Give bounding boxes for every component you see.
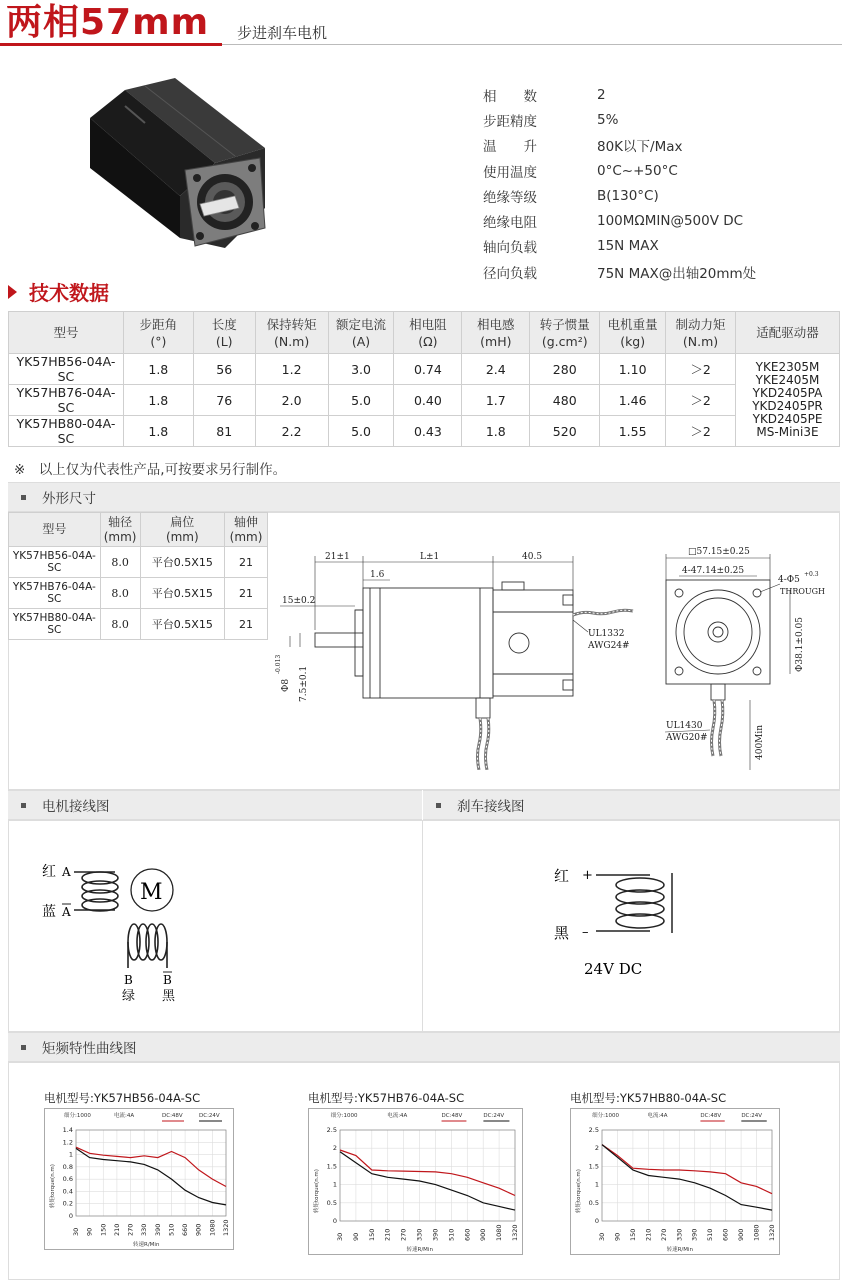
ul1430-label: UL1430	[666, 721, 703, 731]
legend-label: DC:24V	[199, 1113, 220, 1119]
dim-header-cell	[9, 513, 101, 547]
x-tick-label: 270	[399, 1228, 408, 1241]
x-tick-label: 390	[431, 1228, 440, 1241]
driver-name: YKE2305M	[755, 360, 820, 374]
x-tick-label: 210	[383, 1228, 392, 1241]
y-tick-label: 2	[332, 1144, 337, 1153]
spec-cell: 81	[193, 416, 255, 447]
spec-cell: 2.2	[255, 416, 328, 447]
param-key: 相 数	[483, 88, 537, 105]
x-tick-label: 510	[447, 1228, 456, 1241]
dim-hole-pitch-label: 4-47.14±0.25	[682, 566, 745, 576]
y-tick-label: 0	[332, 1217, 337, 1225]
dim-hole-label: 4-Φ5	[778, 575, 800, 585]
legend-label: DC:48V	[700, 1113, 722, 1119]
spec-cell: 5.0	[328, 385, 394, 416]
legend-label: DC:48V	[162, 1113, 183, 1119]
header-label: 额定电流	[336, 316, 387, 332]
x-axis-label: 转速R/Min	[133, 1242, 160, 1248]
x-tick-label: 270	[659, 1228, 668, 1241]
spec-cell: 1.8	[462, 416, 530, 447]
param-row	[483, 107, 843, 132]
phase-abar-label: A	[62, 905, 71, 919]
spec-header-cell	[600, 312, 666, 354]
spec-header-cell	[736, 312, 840, 354]
legend-label: DC:48V	[441, 1113, 463, 1119]
x-tick-label: 150	[99, 1223, 108, 1236]
dim-cell: YK57HB56-04A-SC	[9, 547, 101, 578]
bullet-icon	[21, 1045, 26, 1050]
y-tick-label: 0.5	[588, 1198, 599, 1207]
y-tick-label: 2.5	[326, 1126, 337, 1134]
spec-cell: 480	[530, 385, 600, 416]
param-value: 80K以下/Max	[597, 139, 683, 156]
x-tick-label: 1080	[752, 1224, 761, 1241]
brake-wiring-bar	[423, 790, 840, 820]
header-label: 长度	[211, 316, 237, 332]
y-tick-label: 2	[594, 1144, 599, 1153]
spec-table	[8, 311, 840, 447]
dim-l-label: L±1	[420, 552, 440, 562]
dim-400-label: 400Min	[755, 724, 765, 760]
x-tick-label: 330	[675, 1228, 684, 1241]
x-tick-label: 510	[706, 1228, 715, 1241]
title-box	[0, 0, 222, 46]
header-label: 轴径	[108, 514, 133, 529]
param-value: 2	[597, 86, 606, 103]
driver-name: YKD2405PE	[752, 412, 823, 426]
param-value: 75N MAX@出轴20mm处	[597, 265, 757, 282]
header-rule	[222, 44, 842, 45]
note-text: ※ 以上仅为代表性产品,可按要求另行制作。	[14, 462, 287, 478]
motor-wiring-diagram	[30, 850, 230, 1010]
y-tick-label: 0	[594, 1217, 599, 1225]
param-key: 使用温度	[483, 164, 537, 181]
header-unit: (A)	[351, 333, 371, 349]
y-tick-label: 1.2	[62, 1138, 73, 1147]
y-tick-label: 1.4	[62, 1126, 73, 1134]
tech-data-heading	[8, 277, 109, 306]
spec-cell: 0.43	[394, 416, 462, 447]
dim-cell: 21	[225, 609, 268, 640]
dim-header-cell	[140, 513, 225, 547]
chart-title: 电机型号:YK57HB56-04A-SC	[44, 1091, 201, 1105]
torque-curves-title: 矩频特性曲线图	[42, 1041, 137, 1057]
param-row	[483, 158, 843, 183]
y-tick-label: 1	[332, 1180, 337, 1189]
spec-cell: 1.46	[600, 385, 666, 416]
awg24-label: AWG24#	[588, 641, 630, 651]
header-label: 制动力矩	[675, 316, 726, 332]
y-tick-label: 0	[68, 1212, 73, 1220]
header-unit: (mm)	[165, 529, 199, 544]
x-tick-label: 390	[153, 1223, 162, 1236]
legend-label: 电流:4A	[114, 1113, 135, 1119]
ul1332-label: UL1332	[588, 629, 625, 639]
dim-boss-label: Φ38.1±0.05	[795, 617, 805, 672]
spec-cell: ＞2	[666, 385, 736, 416]
x-tick-label: 660	[181, 1223, 190, 1236]
y-tick-label: 0.2	[62, 1199, 73, 1208]
brake-plus-label: +	[582, 868, 593, 883]
dim-square-label: □57.15±0.25	[688, 547, 750, 557]
spec-cell: 0.74	[394, 354, 462, 385]
param-value: 5%	[597, 111, 619, 128]
brake-wiring-diagram	[550, 855, 700, 985]
chart-svg	[308, 1108, 523, 1255]
driver-name: YKE2405M	[755, 373, 820, 387]
y-tick-label: 0.6	[62, 1175, 73, 1184]
header-unit: (kg)	[620, 333, 646, 349]
dim-cell: YK57HB80-04A-SC	[9, 609, 101, 640]
spec-cell: 520	[530, 416, 600, 447]
y-tick-label: 0.5	[326, 1198, 337, 1207]
legend-label: 电流:4A	[647, 1113, 668, 1119]
param-row	[483, 133, 843, 158]
x-tick-label: 330	[415, 1228, 424, 1241]
x-tick-label: 90	[351, 1232, 360, 1241]
x-tick-label: 510	[167, 1223, 176, 1236]
spec-cell: 1.8	[123, 354, 193, 385]
spec-cell: 1.2	[255, 354, 328, 385]
dim-cell: 21	[225, 547, 268, 578]
awg20-label: AWG20#	[666, 733, 708, 743]
x-tick-label: 150	[367, 1228, 376, 1241]
param-key: 绝缘等级	[483, 189, 537, 206]
header-label: 保持转矩	[266, 316, 317, 332]
chart-svg	[570, 1108, 780, 1255]
x-tick-label: 270	[126, 1223, 135, 1236]
spec-cell: 2.0	[255, 385, 328, 416]
param-key: 轴向负载	[483, 240, 537, 257]
y-tick-label: 0.8	[62, 1162, 73, 1171]
spec-header-cell	[328, 312, 394, 354]
spec-cell: 1.55	[600, 416, 666, 447]
driver-name: MS-Mini3E	[756, 425, 819, 439]
spec-cell: 0.40	[394, 385, 462, 416]
spec-cell: 3.0	[328, 354, 394, 385]
param-value: 0°C~+50°C	[597, 162, 678, 179]
param-row	[483, 208, 843, 233]
dim-cell: 平台0.5X15	[140, 547, 225, 578]
dimension-table	[8, 512, 268, 640]
x-tick-label: 900	[194, 1223, 203, 1236]
legend-label: DC:24V	[483, 1113, 505, 1119]
spec-header-cell	[193, 312, 255, 354]
dim-cell: 8.0	[100, 547, 140, 578]
dim-cell: 21	[225, 578, 268, 609]
brake-red-label: 红	[554, 867, 570, 885]
torque-curves-bar	[8, 1032, 840, 1062]
dim-cell: YK57HB76-04A-SC	[9, 578, 101, 609]
x-tick-label: 900	[737, 1228, 746, 1241]
driver-cell	[736, 354, 840, 447]
spec-cell: 76	[193, 385, 255, 416]
spec-header-cell	[9, 312, 124, 354]
param-value: B(130°C)	[597, 187, 659, 204]
motor-wiring-title: 电机接线图	[42, 799, 110, 815]
page-subtitle: 步进刹车电机	[237, 24, 328, 42]
x-tick-label: 30	[598, 1232, 606, 1241]
x-tick-label: 1320	[768, 1224, 776, 1241]
y-tick-label: 2.5	[588, 1126, 599, 1134]
param-value: 15N MAX	[597, 238, 659, 255]
x-tick-label: 660	[463, 1228, 472, 1241]
y-axis-label: 转矩torque(n.m)	[314, 1169, 320, 1213]
table-row	[9, 416, 840, 447]
dim-16-label: 1.6	[370, 570, 385, 580]
x-tick-label: 330	[140, 1223, 149, 1236]
x-axis-label: 转速R/Min	[406, 1247, 433, 1253]
dim-header-cell	[225, 513, 268, 547]
dim-shaft-tol-label: -0.013	[275, 654, 282, 674]
dim-75-label: 7.5±0.1	[299, 665, 309, 702]
param-key: 温 升	[483, 139, 537, 156]
header-label: 型号	[53, 325, 79, 340]
brake-minus-label: –	[582, 925, 589, 940]
y-tick-label: 0.4	[62, 1187, 73, 1196]
x-tick-label: 30	[336, 1232, 344, 1241]
spec-cell: 56	[193, 354, 255, 385]
header-label: 轴伸	[234, 514, 259, 529]
param-key: 绝缘电阻	[483, 215, 537, 232]
bullet-icon	[21, 495, 26, 500]
basic-params-list	[483, 82, 843, 284]
param-row	[483, 259, 843, 284]
phase-bbar-label: B	[163, 973, 172, 987]
header-unit: (g.cm²)	[541, 333, 588, 349]
motor-wiring-bar	[8, 790, 422, 820]
param-row	[483, 82, 843, 107]
header-label: 相电感	[477, 316, 515, 332]
spec-cell: ＞2	[666, 416, 736, 447]
x-axis-label: 转速R/Min	[666, 1247, 694, 1253]
header-unit: (Ω)	[418, 333, 438, 349]
spec-cell: YK57HB76-04A-SC	[9, 385, 124, 416]
legend-label: 细分:1000	[64, 1113, 91, 1119]
outline-drawing	[270, 540, 840, 770]
spec-cell: 1.8	[123, 416, 193, 447]
y-axis-label: 转矩torque(n.m)	[50, 1164, 56, 1208]
table-row	[9, 385, 840, 416]
spec-header-cell	[394, 312, 462, 354]
wire-green-label: 绿	[122, 989, 136, 1004]
brake-wiring-title: 刹车接线图	[457, 799, 525, 815]
header-label: 电机重量	[607, 316, 658, 332]
y-axis-label: 转矩torque(n.m)	[576, 1169, 582, 1213]
x-tick-label: 150	[628, 1228, 637, 1241]
spec-header-cell	[666, 312, 736, 354]
y-tick-label: 1.5	[326, 1162, 337, 1171]
legend-label: DC:24V	[741, 1113, 763, 1119]
spec-cell: 2.4	[462, 354, 530, 385]
brake-voltage-label: 24V DC	[584, 960, 643, 978]
driver-name: YKD2405PA	[752, 386, 823, 400]
param-key: 步距精度	[483, 113, 537, 130]
brake-black-label: 黑	[554, 924, 570, 942]
dim-cell: 平台0.5X15	[140, 609, 225, 640]
bullet-icon	[21, 803, 26, 808]
dim-405-label: 40.5	[522, 552, 543, 562]
header-unit: (°)	[150, 333, 167, 349]
dim-header-cell	[100, 513, 140, 547]
bullet-icon	[436, 803, 441, 808]
x-tick-label: 210	[644, 1228, 653, 1241]
dim-cell: 8.0	[100, 578, 140, 609]
x-tick-label: 1080	[495, 1224, 504, 1241]
spec-cell: YK57HB80-04A-SC	[9, 416, 124, 447]
x-tick-label: 390	[690, 1228, 699, 1241]
spec-cell: 1.7	[462, 385, 530, 416]
spec-header-cell	[530, 312, 600, 354]
chart-svg	[44, 1108, 234, 1250]
header-unit: (mm)	[103, 529, 137, 544]
x-tick-label: 90	[613, 1232, 622, 1241]
through-label: THROUGH	[780, 587, 826, 596]
wire-blue-label: 蓝	[42, 904, 56, 920]
x-tick-label: 90	[85, 1227, 94, 1236]
dim-hole-tol-label: +0.3	[804, 571, 819, 578]
table-row	[9, 578, 268, 609]
spec-cell: 1.10	[600, 354, 666, 385]
spec-cell: YK57HB56-04A-SC	[9, 354, 124, 385]
x-tick-label: 30	[72, 1227, 80, 1236]
tech-data-title: 技术数据	[29, 281, 109, 305]
driver-name: YKD2405PR	[752, 399, 823, 413]
outline-section-bar	[8, 482, 840, 512]
header-label: 适配驱动器	[756, 325, 819, 340]
dim-shaft-dia-label: Φ8	[281, 678, 291, 692]
motor-product-image	[85, 78, 285, 258]
outline-section-title: 外形尺寸	[42, 491, 96, 507]
header-unit: (mm)	[229, 529, 263, 544]
y-tick-label: 1	[594, 1180, 599, 1189]
torque-chart-2	[308, 1090, 523, 1255]
header-label: 扁位	[170, 514, 195, 529]
spec-cell: ＞2	[666, 354, 736, 385]
page-title: 两相57mm	[6, 2, 210, 43]
spec-cell: 280	[530, 354, 600, 385]
x-tick-label: 900	[479, 1228, 488, 1241]
chart-title: 电机型号:YK57HB80-04A-SC	[570, 1091, 727, 1105]
torque-chart-1	[44, 1090, 234, 1250]
legend-label: 细分:1000	[592, 1113, 619, 1119]
table-row	[9, 609, 268, 640]
header-unit: (mH)	[480, 333, 512, 349]
header-label: 步距角	[139, 316, 178, 332]
chart-title: 电机型号:YK57HB76-04A-SC	[308, 1091, 465, 1105]
x-tick-label: 1320	[222, 1219, 230, 1236]
motor-symbol-label: M	[140, 880, 163, 905]
header-label: 相电阻	[409, 316, 447, 332]
param-row	[483, 234, 843, 259]
table-row	[9, 354, 840, 385]
header-label: 转子惯量	[539, 316, 590, 332]
x-tick-label: 210	[112, 1223, 121, 1236]
torque-chart-3	[570, 1090, 780, 1255]
dim-21-label: 21±1	[325, 552, 350, 562]
legend-label: 电流:4A	[387, 1113, 408, 1119]
phase-b-label: B	[124, 973, 133, 987]
spec-header-cell	[462, 312, 530, 354]
y-tick-label: 1.5	[588, 1162, 599, 1171]
dim-15-label: 15±0.2	[282, 596, 316, 606]
x-tick-label: 1080	[208, 1219, 217, 1236]
param-key: 径向负载	[483, 265, 537, 282]
spec-header-cell	[255, 312, 328, 354]
dim-cell: 8.0	[100, 609, 140, 640]
spec-cell: 1.8	[123, 385, 193, 416]
header-unit: (N.m)	[273, 333, 310, 349]
param-value: 100MΩMIN@500V DC	[597, 213, 744, 230]
spec-header-cell	[123, 312, 193, 354]
x-tick-label: 660	[721, 1228, 730, 1241]
x-tick-label: 1320	[511, 1224, 519, 1241]
table-row	[9, 547, 268, 578]
wiring-divider	[422, 820, 423, 1032]
header-unit: (N.m)	[682, 333, 719, 349]
param-row	[483, 183, 843, 208]
dim-cell: 平台0.5X15	[140, 578, 225, 609]
wire-red-label: 红	[42, 864, 56, 880]
page-header	[0, 0, 850, 52]
header-label: 型号	[42, 522, 67, 536]
phase-a-label: A	[62, 865, 71, 879]
wire-black-label: 黑	[162, 989, 176, 1004]
triangle-icon	[8, 285, 17, 299]
legend-label: 细分:1000	[330, 1113, 358, 1119]
header-unit: (L)	[215, 333, 233, 349]
spec-cell: 5.0	[328, 416, 394, 447]
y-tick-label: 1	[68, 1150, 73, 1159]
